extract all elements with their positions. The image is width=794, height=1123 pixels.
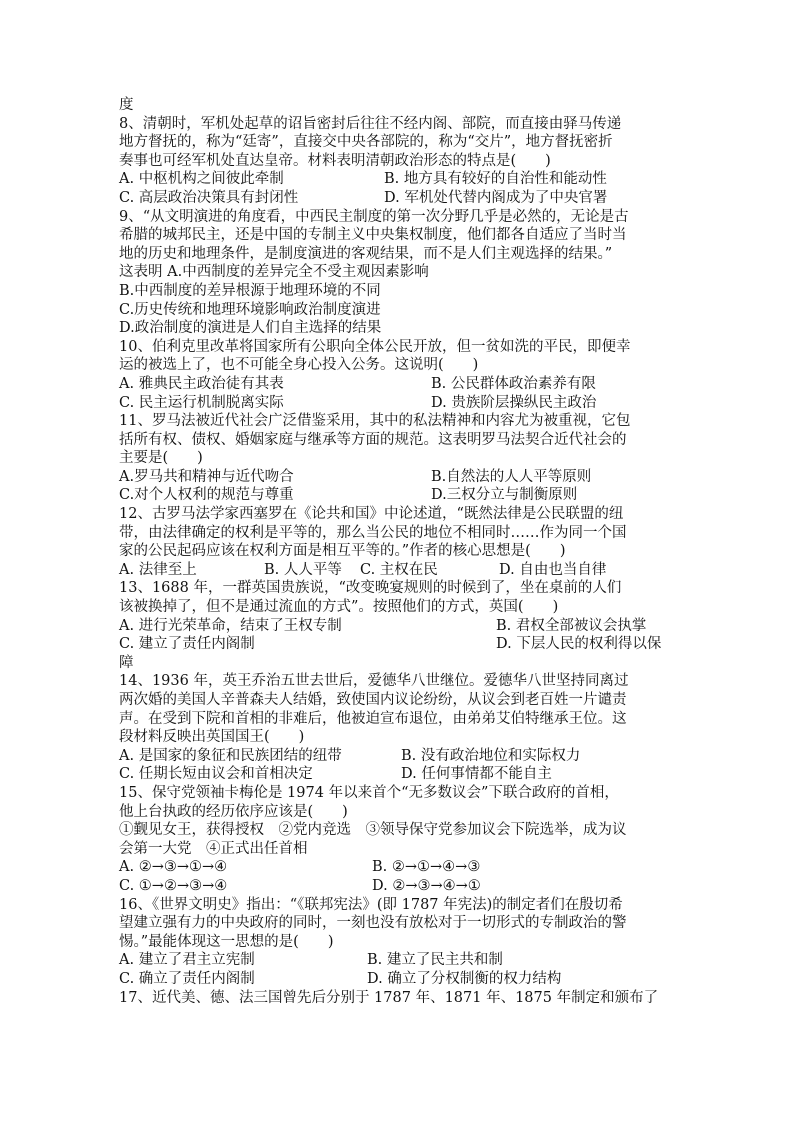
question-13-options	[119, 635, 679, 654]
question-15-options	[119, 858, 679, 877]
question-16-stem: 望建立强有力的中央政府的同时，一刻也没有放松对于一切形式的专制政治的警	[119, 915, 627, 932]
question-9-stem: 这表明 A.中西制度的差异完全不受主观因素影响	[119, 264, 429, 281]
question-9-stem: 9、“从文明演进的角度看，中西民主制度的第一次分野几乎是必然的，无论是古	[119, 208, 629, 225]
question-8-stem: 地方督抚的，称为“廷寄”，直接交中央各部院的，称为“交片”，地方督抚密折	[119, 134, 613, 151]
question-12-stem: 12、古罗马法学家西塞罗在《论共和国》中论述道，“既然法律是公民联盟的纽	[119, 506, 624, 523]
question-10-stem: 运的被选上了，也不可能全身心投入公务。这说明( )	[119, 357, 479, 374]
question-12-stem: 带，由法律确定的权利是平等的，那么当公民的地位不相同时……作为同一个国	[119, 524, 627, 541]
question-10-options	[119, 394, 679, 413]
question-16-options	[119, 951, 679, 970]
option-a: A. 中枢机构之间彼此牵制	[119, 171, 284, 188]
document-page	[119, 96, 679, 1007]
option-b: B.自然法的人人平等原则	[431, 468, 592, 485]
option-b: B. 地方具有较好的自治性和能动性	[384, 171, 607, 188]
question-14-options	[119, 765, 679, 784]
option-d: D. 贵族阶层操纵民主政治	[431, 394, 597, 411]
question-12-options	[119, 561, 679, 580]
option-d: D. 确立了分权制衡的权力结构	[367, 970, 562, 987]
option-c: C. 主权在民	[360, 561, 438, 578]
option-c: C. 建立了责任内阁制	[119, 636, 255, 653]
option-b: B. ②→①→④→③	[372, 859, 481, 876]
text-line: 度	[119, 97, 134, 113]
option-a: A. 是国家的象征和民族团结的纽带	[119, 747, 342, 764]
question-11-stem: 括所有权、债权、婚姻家庭与继承等方面的规范。这表明罗马法契合近代社会的	[119, 431, 627, 448]
question-11-stem: 主要是( )	[119, 450, 203, 467]
question-17-stem: 17、近代美、德、法三国曾先后分别于 1787 年、1871 年、1875 年制定和颁布了	[119, 989, 659, 1006]
question-12-stem: 家的公民起码应该在权利方面是相互平等的。”作者的核心思想是( )	[119, 543, 566, 560]
question-13-stem: 13、1688 年，一群英国贵族说，“改变晚宴规则的时候到了，坐在桌前的人们	[119, 580, 622, 597]
question-10-options	[119, 375, 679, 394]
question-8-options	[119, 189, 679, 208]
question-10-stem: 10、伯利克里改革将国家所有公职向全体公民开放，但一贫如洗的平民，即便幸	[119, 338, 631, 355]
option-d: D.三权分立与制衡原则	[431, 487, 578, 504]
option-c: C. 任期长短由议会和首相决定	[119, 766, 313, 783]
question-16-stem: 16、《世界文明史》指出：“《联邦宪法》(即 1787 年宪法)的制定者们在殷切希	[119, 896, 623, 913]
question-15-stem: 15、保守党领袖卡梅伦是 1974 年以来首个“无多数议会”下联合政府的首相，	[119, 784, 619, 801]
option-c: C. 民主运行机制脱离实际	[119, 394, 284, 411]
option-a: A. 雅典民主政治徒有其表	[119, 375, 284, 392]
question-15-stem: ①觐见女王，获得授权 ②党内竞选 ③领导保守党参加议会下院选举，成为议	[119, 822, 627, 839]
option-d: D. 自由也当自律	[499, 561, 607, 578]
question-15-options	[119, 877, 679, 896]
option-d: D. 军机处代替内阁成为了中央官署	[384, 189, 608, 206]
question-14-stem: 两次婚的美国人辛普森夫人结婚，致使国内议论纷纷，从议会到老百姓一片谴责	[119, 692, 627, 708]
text-line: 障	[119, 654, 134, 671]
question-9-stem: 地的历史和地理条件，是制度演进的客观结果，而不是人们主观选择的结果。”	[119, 245, 613, 262]
option-a: A. 法律至上	[119, 561, 197, 578]
question-11-options	[119, 468, 679, 487]
question-13-stem: 该被换掉了，但不是通过流血的方式”。按照他们的方式，英国( )	[119, 599, 559, 616]
question-11-options	[119, 486, 679, 505]
option-a: A. ②→③→①→④	[119, 859, 228, 876]
question-8-options	[119, 170, 679, 189]
question-14-stem: 14、1936 年，英王乔治五世去世后，爱德华八世继位。爱德华八世坚持同离过	[119, 673, 629, 690]
question-15-stem: 他上台执政的经历依序应该是( )	[119, 803, 348, 820]
question-11-stem: 11、罗马法被近代社会广泛借鉴采用，其中的私法精神和内容尤为被重视，它包	[119, 413, 631, 430]
option-c: C. 确立了责任内阁制	[119, 970, 255, 987]
option-b: B. 君权全部被议会执掌	[496, 617, 647, 634]
option-c: C. ①→②→③→④	[119, 877, 228, 894]
question-16-stem: 惕。”最能体现这一思想的是( )	[119, 933, 334, 950]
option-b: B. 建立了民主共和制	[367, 952, 503, 969]
option-d: D.政治制度的演进是人们自主选择的结果	[119, 320, 382, 337]
question-8-stem: 8、清朝时，军机处起草的诏旨密封后往往不经内阁、部院，而直接由驿马传递	[119, 115, 622, 132]
option-a: A. 建立了君主立宪制	[119, 952, 255, 969]
option-d: D. 下层人民的权利得以保	[496, 636, 662, 653]
question-14-options	[119, 747, 679, 766]
option-b: B. 人人平等	[264, 561, 342, 578]
option-b: B.中西制度的差异根源于地理环境的不同	[119, 282, 381, 299]
question-14-stem: 声。在受到下院和首相的非难后，他被迫宣布退位，由弟弟艾伯特继承王位。这	[119, 710, 627, 727]
question-13-options	[119, 617, 679, 636]
question-16-options	[119, 970, 679, 989]
question-15-stem: 会第一大党 ④正式出任首相	[119, 840, 308, 857]
option-d: D. 任何事情都不能自主	[401, 766, 552, 783]
question-9-stem: 希腊的城邦民主，还是中国的专制主义中央集权制度，他们都各自适应了当时当	[119, 227, 627, 244]
option-b: B. 公民群体政治素养有限	[431, 375, 596, 392]
option-c: C.历史传统和地理环境影响政治制度演进	[119, 301, 381, 318]
option-a: A.罗马共和精神与近代吻合	[119, 468, 294, 485]
option-c: C. 高层政治决策具有封闭性	[119, 189, 299, 206]
option-b: B. 没有政治地位和实际权力	[401, 747, 581, 764]
option-c: C.对个人权利的规范与尊重	[119, 487, 294, 504]
question-8-stem: 奏事也可经军机处直达皇帝。材料表明清朝政治形态的特点是( )	[119, 152, 551, 169]
question-14-stem: 段材料反映出英国国王( )	[119, 729, 305, 746]
option-d: D. ②→③→④→①	[372, 877, 481, 894]
option-a: A. 进行光荣革命，结束了王权专制	[119, 617, 342, 634]
